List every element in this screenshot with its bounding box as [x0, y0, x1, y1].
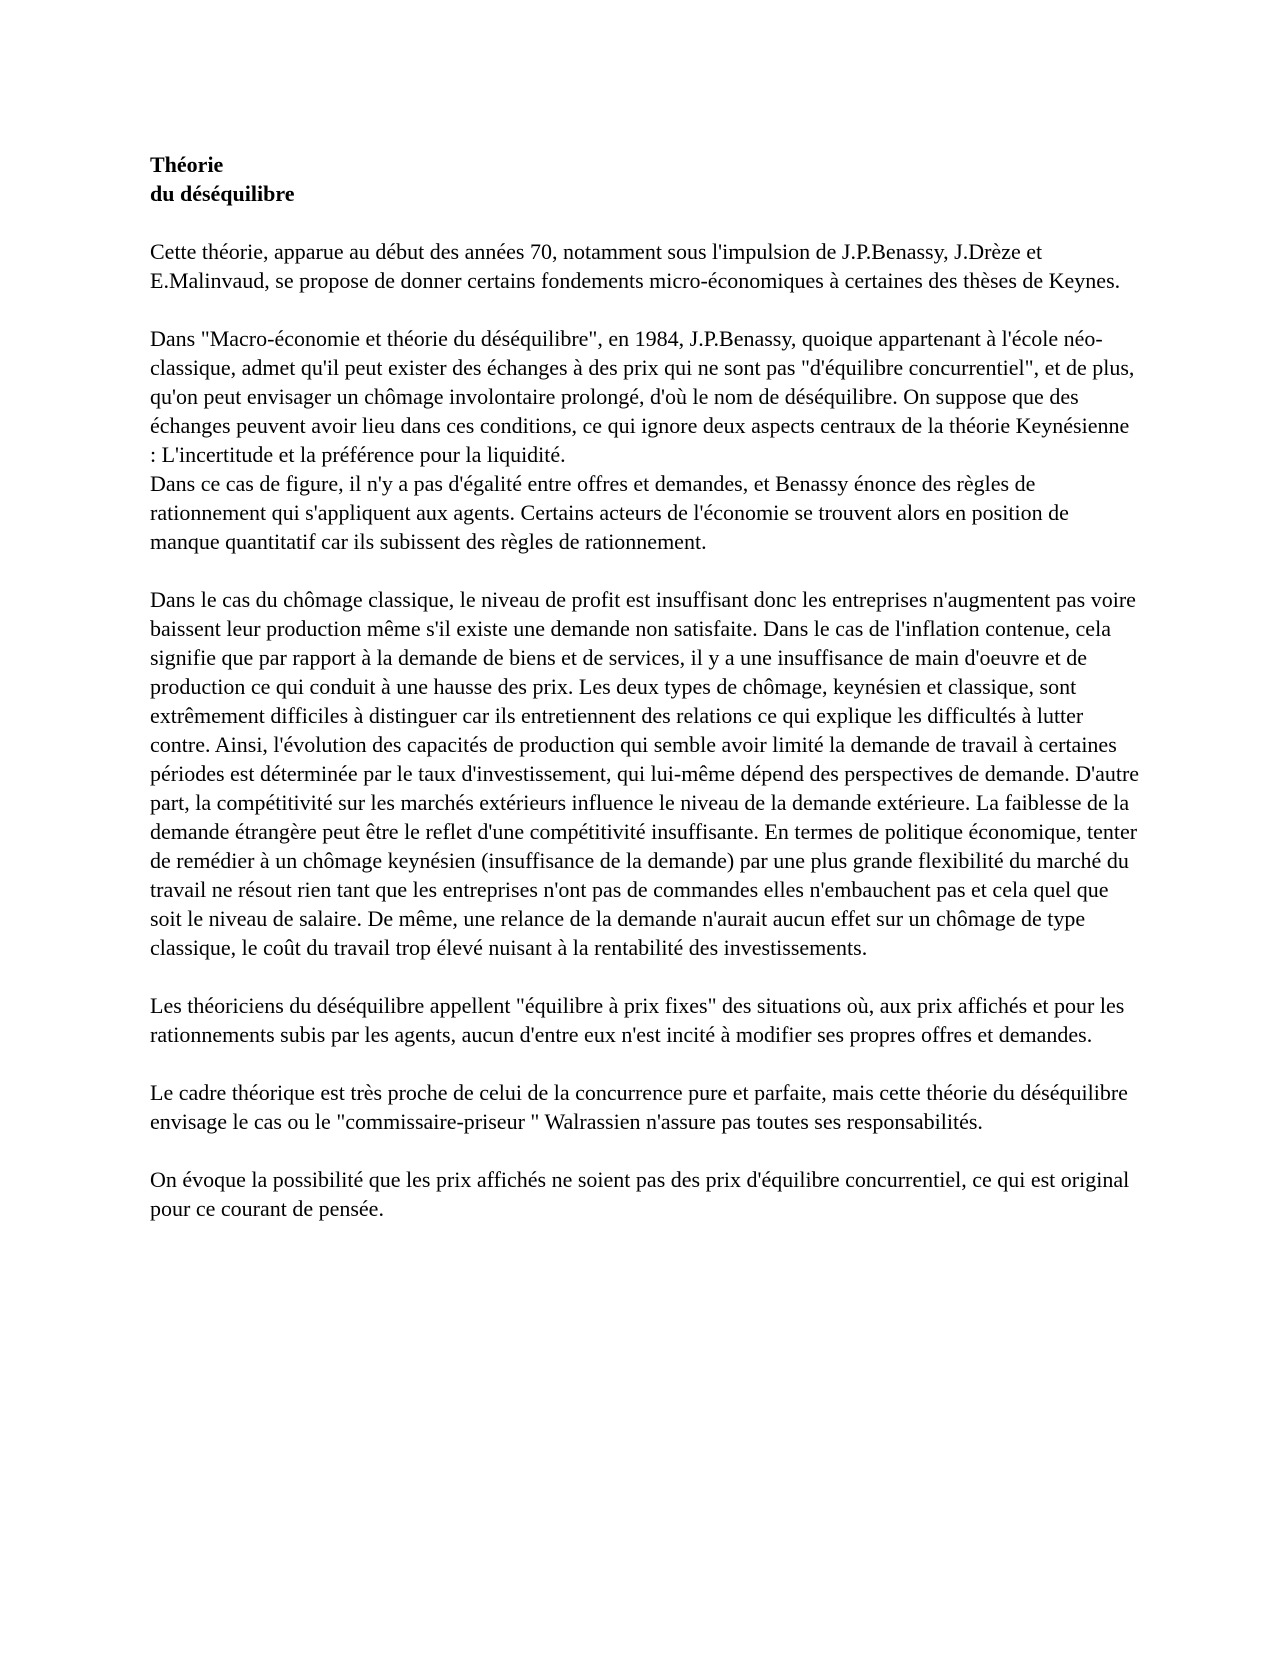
document-title: [150, 150, 1140, 208]
paragraph-benassy: Dans "Macro-économie et théorie du déséquilibre", en 1984, J.P.Benassy, quoique appartenant à l'école néo-classique, admet qu'il peut exister des échanges à des prix qui ne sont pas "d'équilibre concurrentiel", et de plus, qu'on peut envisager un chômage involontaire prolongé, d'où le nom de déséquilibre. On suppose que des échanges peuvent avoir lieu dans ces conditions, ce qui ignore deux aspects centraux de la théorie Keynésienne : L'incertitude et la préférence pour la liquidité.: [150, 326, 1135, 467]
paragraph-intro: Cette théorie, apparue au début des années 70, notamment sous l'impulsion de J.P.Benassy, J.Drèze et E.Malinvaud, se propose de donner certains fondements micro-économiques à certaines des thèses de Keynes.: [150, 239, 1121, 293]
paragraph-gap: [150, 556, 1140, 585]
title-line-1: Théorie: [150, 152, 224, 177]
paragraph-rationnement: Dans ce cas de figure, il n'y a pas d'égalité entre offres et demandes, et Benassy énonce des règles de rationnement qui s'appliquent aux agents. Certains acteurs de l'économie se trouvent alors en position de manque quantitatif car ils subissent des règles de rationnement.: [150, 471, 1069, 554]
paragraph-gap: [150, 1049, 1140, 1078]
document-page: [150, 150, 1140, 1223]
paragraph-gap: [150, 1136, 1140, 1165]
paragraph-gap: [150, 962, 1140, 991]
paragraph-conclusion: On évoque la possibilité que les prix affichés ne soient pas des prix d'équilibre concurrentiel, ce qui est original pour ce courant de pensée.: [150, 1167, 1130, 1221]
paragraph-chomage: Dans le cas du chômage classique, le niveau de profit est insuffisant donc les entreprises n'augmentent pas voire baissent leur production même s'il existe une demande non satisfaite. Dans le cas de l'inflation contenue, cela signifie que par rapport à la demande de biens et de services, il y a une insuffisance de main d'oeuvre et de production ce qui conduit à une hausse des prix. Les deux types de chômage, keynésien et classique, sont extrêmement difficiles à distinguer car ils entretiennent des relations ce qui explique les difficultés à lutter contre. Ainsi, l'évolution des capacités de production qui semble avoir limité la demande de travail à certaines périodes est déterminée par le taux d'investissement, qui lui-même dépend des perspectives de demande. D'autre part, la compétitivité sur les marchés extérieurs influence le niveau de la demande extérieure. La faiblesse de la demande étrangère peut être le reflet d'une compétitivité insuffisante. En termes de politique économique, tenter de remédier à un chômage keynésien (insuffisance de la demande) par une plus grande flexibilité du marché du travail ne résout rien tant que les entreprises n'ont pas de commandes elles n'embauchent pas et cela quel que soit le niveau de salaire. De même, une relance de la demande n'aurait aucun effet sur un chômage de type classique, le coût du travail trop élevé nuisant à la rentabilité des investissements.: [150, 587, 1140, 960]
paragraph-gap: [150, 295, 1140, 324]
title-line-2: du déséquilibre: [150, 181, 295, 206]
paragraph-equilibre-prix-fixes: Les théoriciens du déséquilibre appellent "équilibre à prix fixes" des situations où, aux prix affichés et pour les rationnements subis par les agents, aucun d'entre eux n'est incité à modifier ses propres offres et demandes.: [150, 993, 1125, 1047]
paragraph-cadre-theorique: Le cadre théorique est très proche de celui de la concurrence pure et parfaite, mais cette théorie du déséquilibre envisage le cas ou le "commissaire-priseur " Walrassien n'assure pas toutes ses responsabilités.: [150, 1080, 1128, 1134]
